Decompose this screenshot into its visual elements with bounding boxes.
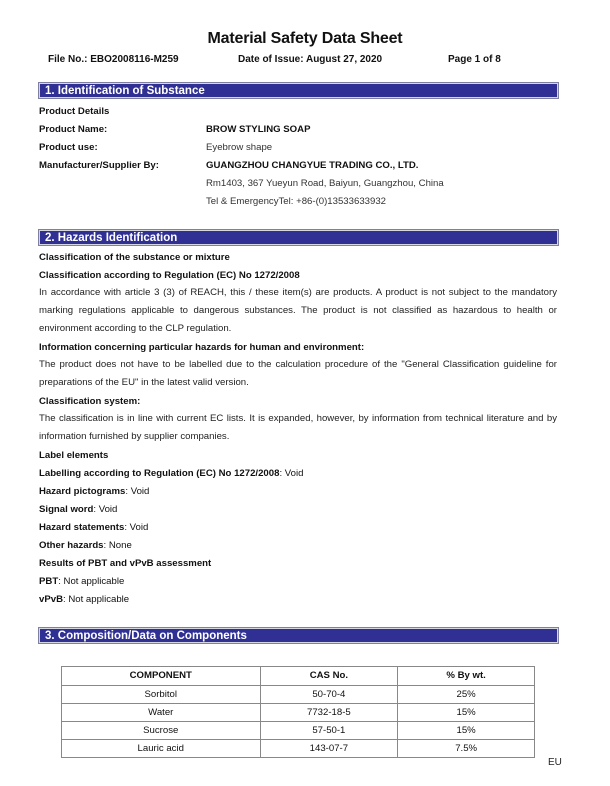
table-row: [62, 686, 535, 704]
label-elements-heading: Label elements: [39, 450, 109, 461]
pictograms-label: Hazard pictograms: [39, 486, 126, 497]
percent-cell: 7.5%: [398, 740, 535, 758]
cas-cell: 7732-18-5: [260, 704, 398, 722]
labelling-line: [39, 468, 303, 479]
column-header-percent: % By wt.: [398, 667, 535, 686]
manufacturer-tel: Tel & EmergencyTel: +86-(0)13533633932: [206, 196, 386, 207]
product-use-label: Product use:: [39, 142, 98, 153]
file-number: File No.: EBO2008116-M259: [48, 54, 179, 65]
product-name-value: BROW STYLING SOAP: [206, 124, 311, 135]
pbt-line: [39, 576, 124, 587]
vpvb-label: vPvB: [39, 594, 63, 605]
vpvb-value: : Not applicable: [63, 594, 130, 605]
manufacturer-address: Rm1403, 367 Yueyun Road, Baiyun, Guangzhou, China: [206, 178, 444, 189]
section-1-bar: [38, 82, 559, 99]
pictograms-line: [39, 486, 149, 497]
statements-line: [39, 522, 148, 533]
product-name-label: Product Name:: [39, 124, 108, 135]
column-header-component: COMPONENT: [62, 667, 261, 686]
component-cell: Sorbitol: [62, 686, 261, 704]
table-row: [62, 704, 535, 722]
pictograms-value: : Void: [125, 486, 150, 497]
signal-line: [39, 504, 117, 515]
product-details-heading: Product Details: [39, 106, 110, 117]
component-cell: Water: [62, 704, 261, 722]
table-row: [62, 740, 535, 758]
labelling-value: : Void: [279, 468, 304, 479]
section-2-bar: [38, 229, 559, 246]
manufacturer-label: Manufacturer/Supplier By:: [39, 160, 159, 171]
page-number: Page 1 of 8: [448, 54, 501, 65]
classification-heading: Classification of the substance or mixture: [39, 252, 230, 263]
components-table: [61, 666, 535, 758]
pbt-heading: Results of PBT and vPvB assessment: [39, 558, 212, 569]
percent-cell: 15%: [398, 704, 535, 722]
info-heading: Information concerning particular hazards for human and environment:: [39, 342, 365, 353]
section-3-heading: 3. Composition/Data on Components: [40, 629, 557, 642]
column-header-cas: CAS No.: [260, 667, 398, 686]
cas-cell: 143-07-7: [260, 740, 398, 758]
section-1-heading: 1. Identification of Substance: [40, 84, 557, 97]
page-title: Material Safety Data Sheet: [207, 30, 403, 47]
other-hazards-line: [39, 540, 132, 551]
percent-cell: 15%: [398, 722, 535, 740]
pbt-label: PBT: [39, 576, 59, 587]
other-hazards-label: Other hazards: [39, 540, 104, 551]
statements-label: Hazard statements: [39, 522, 125, 533]
info-paragraph: The product does not have to be labelled due to the calculation procedure of the "General Classification guideline for preparations of the EU" in the latest valid version.: [39, 359, 557, 388]
section-2-heading: 2. Hazards Identification: [40, 231, 557, 244]
percent-cell: 25%: [398, 686, 535, 704]
table-row: [62, 722, 535, 740]
footer-region-label: EU: [548, 757, 562, 768]
vpvb-line: [39, 594, 129, 605]
signal-value: : Void: [93, 504, 118, 515]
signal-label: Signal word: [39, 504, 94, 515]
statements-value: : Void: [124, 522, 149, 533]
labelling-label: Labelling according to Regulation (EC) No 1272/2008: [39, 468, 280, 479]
system-heading: Classification system:: [39, 396, 141, 407]
manufacturer-value: GUANGZHOU CHANGYUE TRADING CO., LTD.: [206, 160, 419, 171]
classification-regulation: Classification according to Regulation (EC) No 1272/2008: [39, 270, 300, 281]
issue-date: Date of Issue: August 27, 2020: [238, 54, 383, 65]
reach-paragraph: In accordance with article 3 (3) of REACH, this / these item(s) are products. A product is not subject to the mandatory marking regulations applicable to dangerous substances. The product is not classified as hazardous to health or environment according to the CLP regulation.: [39, 287, 557, 334]
table-header-row: [62, 667, 535, 686]
cas-cell: 57-50-1: [260, 722, 398, 740]
product-use-value: Eyebrow shape: [206, 142, 273, 153]
cas-cell: 50-70-4: [260, 686, 398, 704]
pbt-value: : Not applicable: [58, 576, 125, 587]
system-paragraph: The classification is in line with current EC lists. It is expanded, however, by information from technical literature and by information furnished by supplier companies.: [39, 413, 557, 442]
component-cell: Sucrose: [62, 722, 261, 740]
other-hazards-value: : None: [103, 540, 132, 551]
component-cell: Lauric acid: [62, 740, 261, 758]
section-3-bar: [38, 627, 559, 644]
